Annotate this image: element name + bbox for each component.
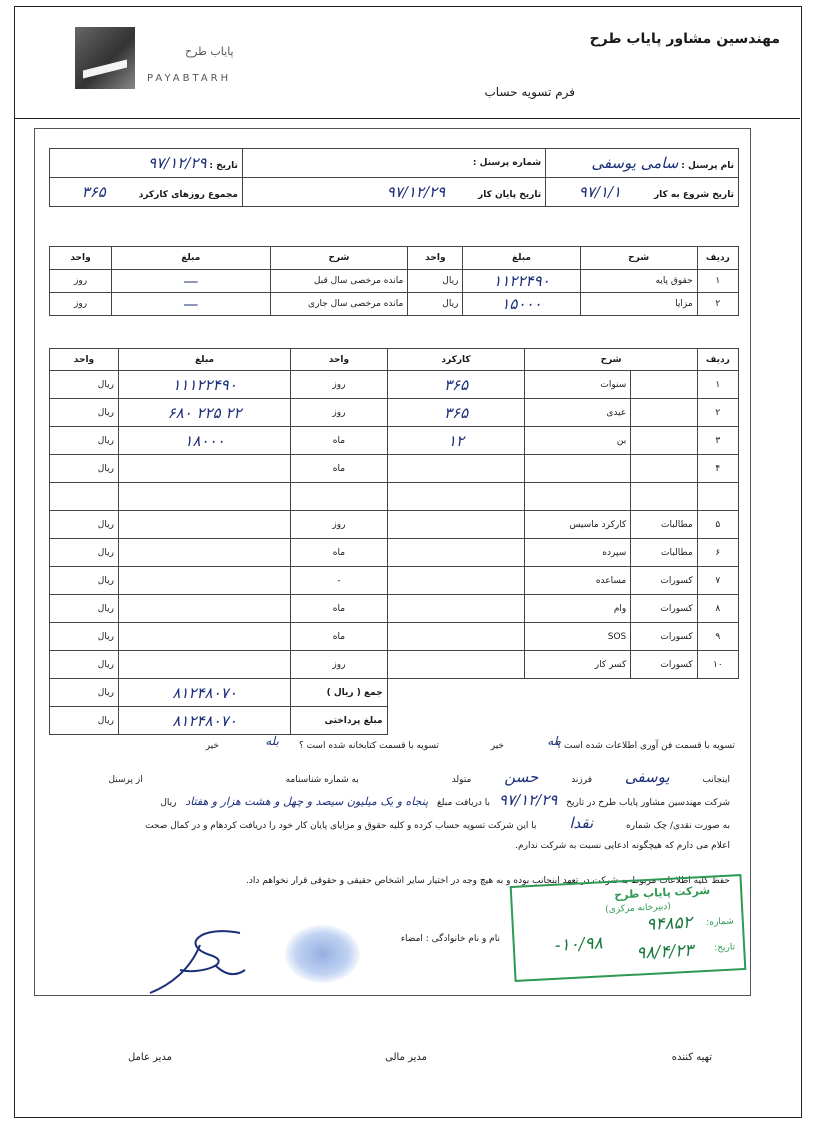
main-cell-amount [118,455,290,483]
total-label: جمع ( ریال ) [291,679,387,707]
main-cell-no: ۱ [697,371,738,399]
decl-payment-method: به صورت نقدی/ چک شماره [626,821,730,831]
main-cell-unit: ماه [291,595,387,623]
footer-finance-manager: مدیر مالی [385,1052,427,1063]
main-cell-amount [118,595,290,623]
logo-text-en: PAYABTARH [147,73,232,84]
personnel-info-table [49,148,739,207]
paid-value: ۸۱۲۴۸۰۷۰ [118,707,290,735]
main-cell-work: ۳۶۵ [387,399,525,427]
main-cell-unit2: ریال [50,371,119,399]
name-label: نام پرسنل : [681,161,734,171]
logo-mark-icon [75,27,135,89]
company-logo [75,27,295,97]
main-cell-unit: ماه [291,623,387,651]
main-cell-desc: سپرده [525,539,631,567]
main-cell-desc: SOS [525,623,631,651]
company-name: مهندسین مشاور پایاب طرح [589,31,780,47]
main-header-unit2: واحد [50,349,119,371]
paid-unit: ریال [50,707,119,735]
main-cell-unit2: ریال [50,595,119,623]
main-cell-work [387,511,525,539]
logo-text-fa: پایاب طرح [185,45,234,58]
stamp-date-value: ۹۸/۴/۲۳ [635,940,694,964]
main-cell-desc: سنوات [525,371,631,399]
main-cell-unit2: ریال [50,399,119,427]
paid-label: مبلغ پرداختی [291,707,387,735]
table-row [50,455,739,483]
decl-child-of: فرزند [571,775,593,785]
main-cell-desc [525,483,631,511]
main-cell-amount [118,623,290,651]
main-cell-no: ۸ [697,595,738,623]
main-header-work: کارکرد [387,349,525,371]
decl-receive-amount: با دریافت مبلغ [437,798,491,808]
stamp-title: شرکت پایاب طرح [613,883,711,902]
footer-ceo: مدیر عامل [127,1052,172,1063]
main-cell-work [387,483,525,511]
main-cell-cat [631,371,697,399]
main-cell-work: ۱۲ [387,427,525,455]
main-cell-unit2: ریال [50,651,119,679]
salary-cell-desc: مزایا [580,293,697,316]
decl-intro: اینجانب [702,775,730,785]
decl-payment-value: نقدا [569,814,594,832]
stamp-number-value: ۹۴۸۵۲ [645,912,693,936]
main-cell-amount: ۱۱۱۲۲۴۹۰ [118,371,290,399]
main-header-no: ردیف [697,349,738,371]
main-cell-desc: وام [525,595,631,623]
main-cell-cat: مطالبات [631,511,697,539]
main-cell-amount: ۱۸۰۰۰ [118,427,290,455]
main-header-unit: واحد [291,349,387,371]
end-date-value: ۹۷/۱۲/۲۹ [386,183,446,201]
it-clearance-question: تسویه با قسمت فن آوری اطلاعات شده است ؟ [556,741,735,751]
form-header [15,7,800,119]
main-cell-work [387,651,525,679]
main-cell-no: ۹ [697,623,738,651]
salary-cell-desc2: مانده مرخصی سال قبل [270,270,408,293]
table-row [50,293,739,316]
main-header-desc: شرح [525,349,697,371]
salary-cell-no: ۱ [697,270,738,293]
main-cell-unit: روز [291,651,387,679]
salary-table [49,246,739,316]
company-stamp [510,874,747,982]
library-clearance-question: تسویه با قسمت کتابخانه شده است ؟ [298,741,439,751]
decl-settled: با این شرکت تسویه حساب کرده و کلیه حقوق و مزایای پایان کار خود را دریافت کردهام و در کمال صحت [145,821,537,831]
start-date-value: ۹۷/۱/۱ [578,183,622,201]
start-date-label: تاریخ شروع به کار [653,190,734,200]
total-row [50,679,739,707]
table-row [50,511,739,539]
stamp-subtitle: (دبیرخانه مرکزی) [604,901,672,916]
main-cell-unit2: ریال [50,427,119,455]
salary-cell-amount: ۱۱۲۲۴۹۰ [463,270,580,293]
date-label: تاریخ : [209,161,238,171]
decl-company-date: شرکت مهندسین مشاور پایاب طرح در تاریخ [566,798,730,808]
main-cell-cat: مطالبات [631,539,697,567]
table-row [50,270,739,293]
decl-date: ۹۷/۱۲/۲۹ [498,791,558,809]
main-cell-amount: ۲۲ ۲۲۵ ۶۸۰ [118,399,290,427]
main-cell-desc: بن [525,427,631,455]
decl-amount-words: پنجاه و یک میلیون سیصد و چهل و هشت هزار و هفتاد [185,795,429,808]
main-cell-no: ۶ [697,539,738,567]
main-cell-no: ۷ [697,567,738,595]
table-row [50,595,739,623]
table-row [50,427,739,455]
table-row [50,539,739,567]
main-cell-amount [118,483,290,511]
main-cell-unit2 [50,483,119,511]
decl-father: حسن [504,768,539,786]
main-cell-amount [118,511,290,539]
salary-header-desc2: شرح [270,247,408,270]
settlement-items-table [49,348,739,735]
table-row [50,399,739,427]
it-clearance-yes: بله [547,734,561,748]
main-cell-unit: ماه [291,427,387,455]
table-row [50,651,739,679]
main-cell-unit2: ریال [50,623,119,651]
main-cell-cat: کسورات [631,595,697,623]
table-row [50,623,739,651]
total-value: ۸۱۲۴۸۰۷۰ [118,679,290,707]
main-cell-unit2: ریال [50,567,119,595]
main-cell-cat: کسورات [631,623,697,651]
main-cell-cat: کسورات [631,567,697,595]
decl-name: یوسفی [624,768,670,786]
decl-rial: ریال [160,798,177,808]
main-cell-desc: کسر کار [525,651,631,679]
table-row [50,483,739,511]
main-cell-unit2: ریال [50,455,119,483]
main-cell-unit2: ریال [50,539,119,567]
main-cell-unit: - [291,567,387,595]
salary-cell-unit2: روز [50,270,112,293]
main-cell-no: ۲ [697,399,738,427]
main-cell-work [387,567,525,595]
table-row [50,567,739,595]
decl-of-staff: از پرسنل [108,775,143,785]
main-cell-desc [525,455,631,483]
main-cell-desc: عیدی [525,399,631,427]
fingerprint-mark [285,925,360,983]
name-value: سامی یوسفی [591,154,679,172]
main-cell-no: ۴ [697,455,738,483]
main-cell-unit2: ریال [50,511,119,539]
clearance-questions [49,736,739,758]
salary-cell-amount2: — [112,293,270,316]
salary-header-desc: شرح [580,247,697,270]
salary-header-unit: واحد [408,247,463,270]
signature-icon [140,915,260,1000]
main-cell-no [697,483,738,511]
main-cell-unit: ماه [291,539,387,567]
main-cell-amount [118,539,290,567]
footer-preparer: تهیه کننده [671,1052,712,1063]
salary-cell-amount2: — [112,270,270,293]
main-cell-cat: کسورات [631,651,697,679]
decl-id-no: به شماره شناسنامه [285,775,359,785]
main-cell-work [387,623,525,651]
main-cell-unit: روز [291,511,387,539]
end-date-label: تاریخ پایان کار [478,190,542,200]
salary-cell-desc2: مانده مرخصی سال جاری [270,293,408,316]
workdays-value: ۳۶۵ [81,183,106,201]
salary-cell-unit: ریال [408,270,463,293]
salary-cell-no: ۲ [697,293,738,316]
stamp-date-label: تاریخ: [713,942,736,954]
main-cell-work [387,595,525,623]
table-row [50,371,739,399]
decl-sign-label: نام و نام خانوادگی : امضاء [400,934,500,944]
main-cell-work: ۳۶۵ [387,371,525,399]
salary-cell-unit2: روز [50,293,112,316]
salary-header-unit2: واحد [50,247,112,270]
main-cell-desc: مساعده [525,567,631,595]
main-cell-no: ۱۰ [697,651,738,679]
stamp-extra: ۱۰/۹۸- [554,933,604,956]
main-cell-work [387,539,525,567]
main-cell-cat [631,483,697,511]
main-cell-no: ۵ [697,511,738,539]
salary-cell-unit: ریال [408,293,463,316]
main-cell-desc: کارکرد ماسیس [525,511,631,539]
paid-row [50,707,739,735]
main-cell-unit: روز [291,399,387,427]
library-clearance-no: خیر [205,741,219,751]
decl-no-claim: اعلام می دارم که هیچگونه ادعایی نسبت به شرکت ندارم. [515,841,730,851]
form-title: فرم تسویه حساب [484,85,575,99]
salary-cell-desc: حقوق پایه [580,270,697,293]
main-cell-cat [631,455,697,483]
main-cell-amount [118,651,290,679]
main-cell-cat [631,399,697,427]
main-cell-cat [631,427,697,455]
salary-cell-amount: ۱۵۰۰۰ [463,293,580,316]
personnel-no-label: شماره پرسنل : [472,158,542,168]
workdays-label: مجموع روزهای کارکرد [138,190,238,200]
stamp-number-label: شماره: [705,916,735,928]
main-cell-no: ۳ [697,427,738,455]
date-value: ۹۷/۱۲/۲۹ [148,154,207,172]
it-clearance-no: خیر [490,741,504,751]
library-clearance-yes: بله [265,734,279,748]
main-cell-amount [118,567,290,595]
salary-header-amount: مبلغ [463,247,580,270]
salary-header-no: ردیف [697,247,738,270]
salary-header-amount2: مبلغ [112,247,270,270]
main-header-amount: مبلغ [118,349,290,371]
main-cell-unit: روز [291,371,387,399]
main-cell-work [387,455,525,483]
total-unit: ریال [50,679,119,707]
main-cell-unit [291,483,387,511]
decl-confidentiality: حفظ کلیه اطلاعات مربوط به شرکت در تعهد اینجانب بوده و به هیچ وجه در اختیار سایر اشخاص حقیقی و حقوقی قرار نخواهم داد. [245,876,730,886]
decl-born: متولد [451,775,472,785]
main-cell-unit: ماه [291,455,387,483]
